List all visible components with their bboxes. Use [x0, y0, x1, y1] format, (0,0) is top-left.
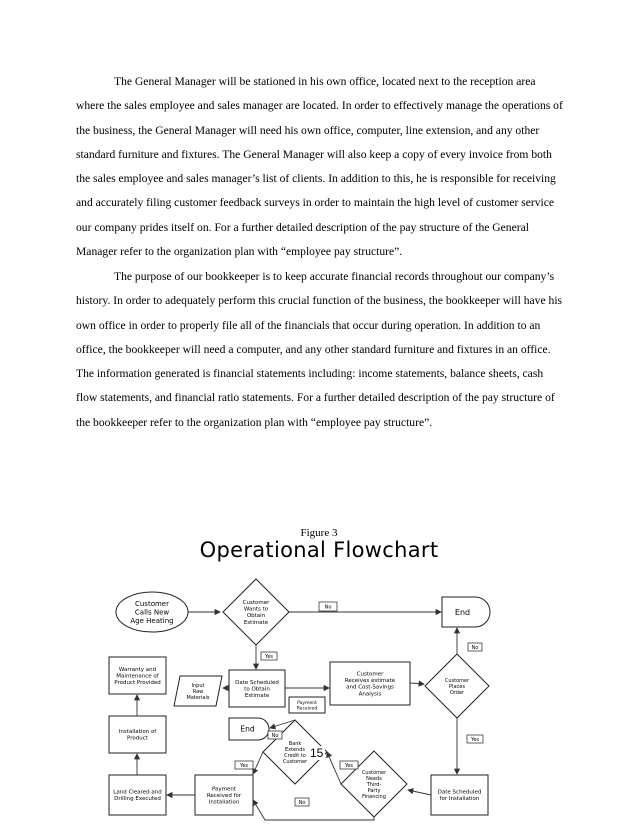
terminal-end-mid-text: End [240, 724, 255, 734]
terminal-start-text: Customer Calls New Age Heating [130, 600, 174, 625]
decision-third-party-text: Customer Needs Third-Party Financing [361, 769, 387, 800]
arrow-date-installation-to-third-party [408, 790, 431, 795]
decision-bank-extends-text: Bank Extends Credit to Customer [282, 740, 308, 765]
label-no-top: No [324, 604, 332, 611]
decision-places-order-text: Customer Places Order [444, 677, 470, 696]
node-warranty-text: Warranty and Maintenance of Product Provided [114, 666, 161, 686]
arrow-third-party-yes-to-bank [327, 752, 341, 784]
label-no-bank: No [271, 733, 279, 739]
decision-wants-estimate-text: Customer Wants to Obtain Estimate [242, 600, 270, 626]
page-number: 15 [310, 746, 324, 760]
node-payment-received-small-text: Payment Received [296, 700, 318, 712]
node-payment-installation-text: Payment Received for Installation [206, 786, 242, 806]
paragraph-general-manager: The General Manager will be stationed in his own office, located next to the reception area where the sales employee and sales manager are located. In order to effectively manage the operations of the business, the General Manager will need his own office, computer, line extension, and any other standard furniture and fixtures. The General Manager will also keep a copy of every invoice from both the sales employee and sales manager’s list of clients. In addition to this, he is responsible for receiving and accurately filing customer feedback surveys in order to maintain the high level of customer service our company prides itself on. For a further detailed description of the pay structure of the General Manager refer to the organization plan with “employee pay structure”. [76, 75, 563, 259]
figure-caption: Figure 3 [300, 527, 338, 539]
paragraph-bookkeeper: The purpose of our bookkeeper is to keep accurate financial records throughout our company’s history. In order to adequately perform this crucial function of the business, the bookkeeper will have his own office in order to properly file all of the financials that occur during operation. In addition to an office, the bookkeeper will need a computer, and any other standard furniture and fixtures in an office. The information generated is financial statements including: income statements, balance sheets, cash flow statements, and financial ratio statements. For a further detailed description of the pay structure of the bookkeeper refer to the organization plan with “employee pay structure”. [76, 270, 563, 429]
label-yes-bank: Yes [239, 763, 249, 769]
arrow-bank-yes-to-payment [253, 752, 263, 774]
terminal-end-top-text: End [454, 607, 471, 617]
operational-flowchart [95, 570, 525, 822]
arrow-third-party-no-to-payment [253, 800, 374, 820]
node-land-cleared-text: Land Cleared and Drilling Executed [113, 789, 162, 803]
flowchart-title: Operational Flowchart [199, 538, 439, 562]
label-yes-estimate: Yes [264, 654, 274, 660]
arrow-receives-estimate-to-places-order [410, 683, 424, 684]
node-date-estimate-text: Date Scheduled to Obtain Estimate [235, 679, 279, 699]
label-yes-financing: Yes [344, 763, 354, 769]
label-no-financing: No [298, 800, 306, 806]
label-yes-order: Yes [470, 737, 480, 743]
node-receives-estimate-text: Customer Receives estimate and Cost-Savings Analysis [344, 671, 396, 698]
label-no-order: No [471, 645, 479, 651]
io-input-raw-text: Input Raw Materials [186, 682, 210, 701]
node-date-installation-text: Date Scheduled for Installation [437, 789, 482, 803]
node-installation-text: Installation of Product [118, 729, 157, 742]
